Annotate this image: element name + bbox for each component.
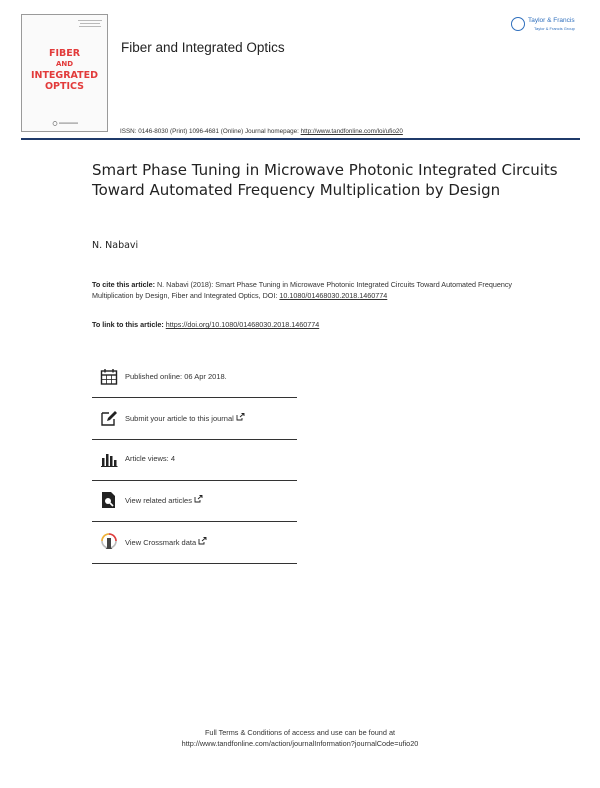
cite-doi-link[interactable]: 10.1080/01468030.2018.1460774 xyxy=(279,291,388,300)
divider xyxy=(92,439,297,440)
footer xyxy=(0,727,600,749)
related-articles-label: View related articles xyxy=(125,496,192,505)
cover-text-line xyxy=(80,23,100,24)
cover-title-line-3: INTEGRATED xyxy=(30,70,99,81)
external-link-icon xyxy=(198,537,207,545)
submit-row[interactable] xyxy=(97,405,297,431)
submit-article-link[interactable] xyxy=(125,413,245,423)
related-articles-link[interactable] xyxy=(125,495,203,505)
external-link-icon xyxy=(194,495,203,503)
publisher-sub: Taylor & Francis Group xyxy=(534,26,575,31)
related-row[interactable] xyxy=(97,487,297,513)
cite-text: N. Nabavi (2018): Smart Phase Tuning in Microwave Photonic Integrated Circuits Toward Automated Frequency Multiplication by Design, Fiber and Integrated Optics, DOI: xyxy=(92,280,513,300)
divider xyxy=(92,521,297,522)
article-author: N. Nabavi xyxy=(92,240,139,251)
crossmark-link[interactable] xyxy=(125,537,207,547)
crossmark-label: View Crossmark data xyxy=(125,538,197,547)
cover-title-line-4: OPTICS xyxy=(44,81,85,92)
published-row xyxy=(97,364,297,390)
publisher-logo xyxy=(509,15,585,37)
divider xyxy=(92,397,297,398)
cite-label: To cite this article: xyxy=(92,280,155,289)
edit-icon xyxy=(100,409,118,427)
article-link-line xyxy=(92,320,319,329)
article-title: Smart Phase Tuning in Microwave Photonic Integrated Circuits Toward Automated Frequency Multiplication by Design xyxy=(92,161,558,199)
cover-text-line xyxy=(79,26,101,27)
divider xyxy=(92,480,297,481)
cover-title xyxy=(22,48,107,92)
cover-title-line-1: FIBER xyxy=(48,48,81,59)
bar-chart-icon xyxy=(100,450,118,468)
views-row xyxy=(97,446,297,472)
article-views: Article views: 4 xyxy=(125,454,176,463)
crossmark-icon xyxy=(100,533,118,551)
publisher-logo-icon xyxy=(511,17,525,31)
cover-publisher-logo-icon xyxy=(52,121,80,126)
external-link-icon xyxy=(236,413,245,421)
header-divider xyxy=(21,138,580,140)
link-label: To link to this article: xyxy=(92,320,164,329)
article-doi-link[interactable]: https://doi.org/10.1080/01468030.2018.1460774 xyxy=(165,320,320,329)
issn-line xyxy=(120,128,403,135)
related-articles-icon xyxy=(100,491,118,509)
issn-text: ISSN: 0146-8030 (Print) 1096-4681 (Online) Journal homepage: xyxy=(120,128,301,135)
cover-text-line xyxy=(78,20,102,21)
footer-url-link[interactable]: http://www.tandfonline.com/action/journalInformation?journalCode=ufio20 xyxy=(181,739,419,748)
crossmark-row[interactable] xyxy=(97,529,297,555)
divider xyxy=(92,563,297,564)
published-date: Published online: 06 Apr 2018. xyxy=(125,372,227,381)
citation-block xyxy=(92,279,522,301)
cover-title-line-2: AND xyxy=(55,60,74,68)
publisher-name: Taylor & Francis xyxy=(528,17,575,24)
journal-cover xyxy=(21,14,108,132)
footer-terms: Full Terms & Conditions of access and use can be found at xyxy=(204,728,396,737)
submit-article-label: Submit your article to this journal xyxy=(125,414,234,423)
journal-title: Fiber and Integrated Optics xyxy=(121,40,285,55)
calendar-icon xyxy=(100,368,118,386)
journal-homepage-link[interactable]: http://www.tandfonline.com/loi/ufio20 xyxy=(300,128,403,135)
